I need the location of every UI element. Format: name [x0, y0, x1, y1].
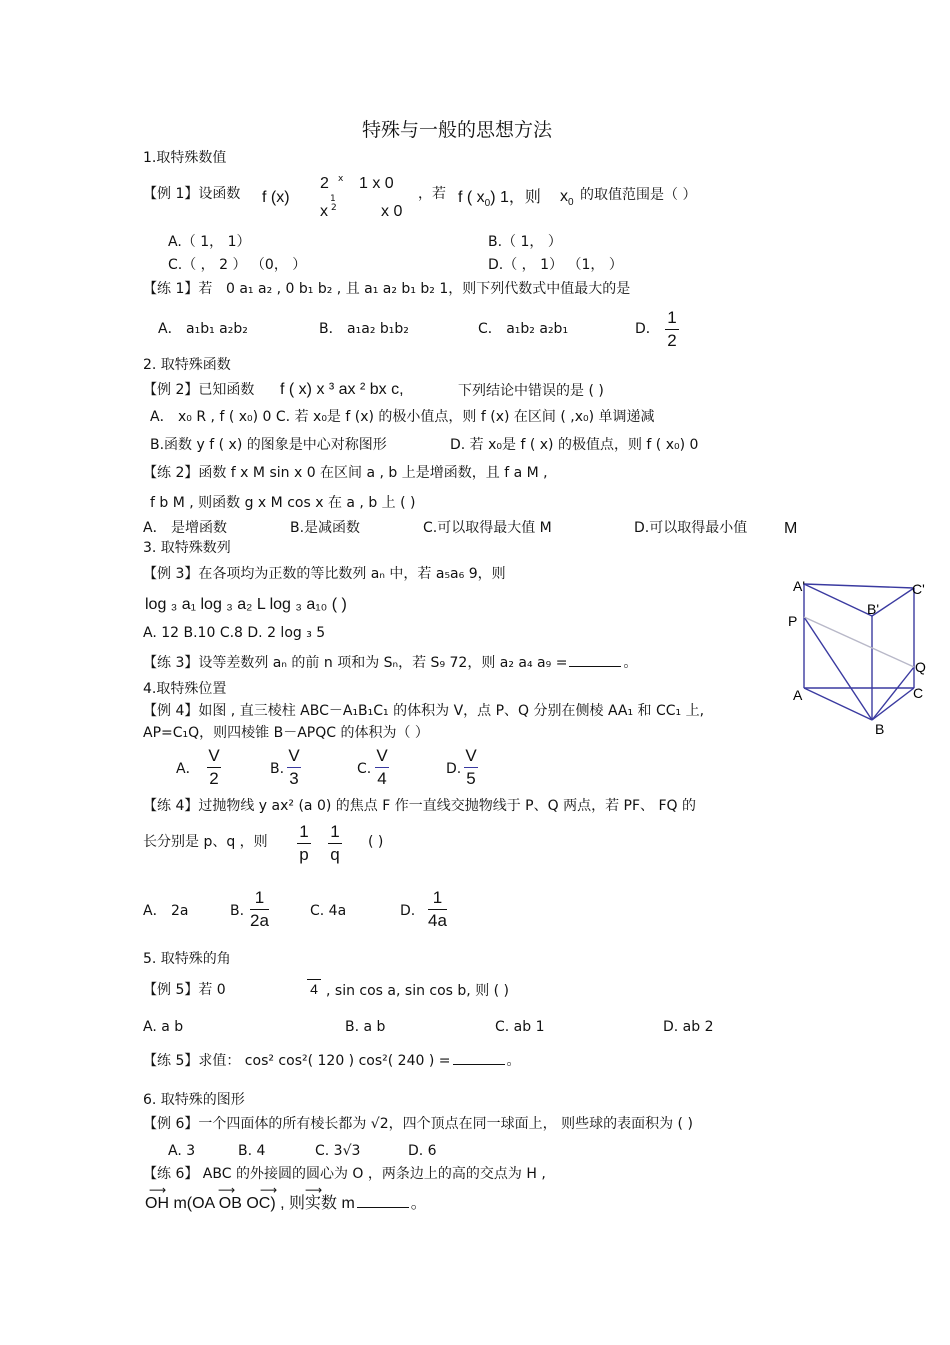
- practice-2-option-b: B.是减函数: [290, 520, 361, 536]
- section-heading-5: 5. 取特殊的角: [143, 951, 231, 967]
- practice-3-answer-blank[interactable]: [569, 666, 621, 667]
- example-1-option-d: D.（ ， 1） （1， ）: [488, 257, 623, 273]
- piecewise-top-base: 2: [320, 175, 329, 192]
- example-1-x0: $x_0$: [560, 188, 574, 208]
- piecewise-bottom-exp: 2: [331, 203, 337, 213]
- example-5-option-d: D. ab 2: [663, 1019, 714, 1035]
- practice-4-line-1: 【练 4】过抛物线 y ax² (a 0) 的焦点 F 作一直线交抛物线于 P、Q 两点，若 PF、 FQ 的: [143, 798, 697, 814]
- example-1-option-c: C.（ ， 2 ） （0， ）: [168, 257, 307, 273]
- practice-4-paren: ( ): [368, 834, 384, 850]
- example-4-option-a: A．: [176, 761, 200, 777]
- label-a1: A': [793, 578, 806, 594]
- practice-4-option-c: C. 4a: [310, 903, 347, 919]
- example-6-line: 【例 6】一个四面体的所有棱长都为 √2，四个顶点在同一球面上， 则些球的表面积为 ( ): [143, 1116, 693, 1132]
- edge-a1-b1: [804, 584, 872, 616]
- example-2-option-b: B.函数 y f ( x) 的图象是中心对称图形: [150, 437, 387, 453]
- example-3-line-1: 【例 3】在各项均为正数的等比数列 aₙ 中，若 a₅a₆ 9，则: [143, 566, 506, 582]
- example-3-options: A. 12 B.10 C.8 D. 2 log ₃ 5: [143, 625, 326, 641]
- practice-4-fraction-q: 1 q: [328, 822, 342, 865]
- label-b1: B': [867, 601, 880, 617]
- label-q: Q: [915, 659, 926, 675]
- piecewise-half-numerator: 1: [330, 194, 336, 204]
- example-5-option-b: B. a b: [345, 1019, 386, 1035]
- label-p: P: [788, 613, 798, 629]
- example-5-option-a: A. a b: [143, 1019, 184, 1035]
- practice-1-option-d-fraction: 1 2: [665, 308, 679, 351]
- vector-arrow-oa: ⟶: [218, 1183, 236, 1197]
- practice-2-line-1: 【练 2】函数 f x M sin x 0 在区间 a , b 上是增函数，且 f a M ,: [143, 465, 548, 481]
- practice-6-line-1: 【练 6】 ABC 的外接圆的圆心为 O ，两条边上的高的交点为 H ,: [143, 1166, 546, 1182]
- practice-4-line-2: 长分别是 p、q ，则: [143, 834, 268, 850]
- practice-4-option-d-fraction: 1 4a: [428, 888, 447, 930]
- practice-1-condition: 0 a₁ a₂ , 0 b₁ b₂ , 且 a₁ a₂ b₁ b₂ 1，则下列代数式中值最大的是: [226, 281, 631, 297]
- vector-arrow-oh: ⟶: [149, 1183, 167, 1197]
- practice-4-option-a: A． 2a: [143, 903, 189, 919]
- example-6-option-c: C. 3√3: [315, 1143, 361, 1159]
- practice-2-line-2: f b M , 则函数 g x M cos x 在 a , b 上 ( ): [150, 495, 416, 511]
- example-5-angle-fraction: 4: [307, 978, 321, 997]
- example-6-option-b: B. 4: [238, 1143, 266, 1159]
- vector-arrow-ob: ⟶: [260, 1183, 278, 1197]
- practice-6-line-2: OH m(OA OB OC) , 则实数 m 。: [145, 1195, 427, 1212]
- practice-2-option-a: A． 是增函数: [143, 520, 228, 536]
- piecewise-bottom-condition: x 0: [381, 203, 403, 220]
- vector-arrow-oc: ⟶: [305, 1183, 323, 1197]
- practice-1-option-d: D．: [635, 321, 660, 337]
- practice-1-option-c: C． a₁b₂ a₂b₁: [478, 321, 569, 337]
- label-a: A: [793, 687, 803, 703]
- example-6-option-a: A. 3: [168, 1143, 196, 1159]
- example-1-option-a: A.（ 1， 1）: [168, 234, 251, 250]
- example-2-options-a-c: A． x₀ R , f ( x₀) 0 C. 若 x₀是 f (x) 的极小值点，则 f (x) 在区间 ( ,x₀) 单调递减: [150, 409, 655, 425]
- example-1-label: 【例 1】设函数: [143, 186, 241, 202]
- section-heading-4: 4.取特殊位置: [143, 681, 227, 697]
- label-c: C: [913, 685, 924, 701]
- piecewise-top-exp: x: [338, 174, 344, 184]
- practice-4-fraction-p: 1 p: [297, 822, 311, 865]
- example-1-option-b: B.（ 1， ）: [488, 234, 562, 250]
- example-5-label: 【例 5】若 0: [143, 982, 226, 998]
- example-2-option-d: D. 若 x₀是 f ( x) 的极值点，则 f ( x₀) 0: [450, 437, 699, 453]
- practice-2-option-d-value: M: [784, 520, 798, 537]
- practice-5-answer-blank[interactable]: [453, 1064, 505, 1065]
- edge-a1-c1: [804, 584, 914, 588]
- practice-1-label: 【练 1】若: [143, 281, 213, 297]
- example-4-option-c-fraction: V 4: [376, 746, 388, 788]
- label-c1: C': [912, 581, 925, 597]
- section-heading-6: 6. 取特殊的图形: [143, 1092, 245, 1108]
- example-5-condition: , sin cos a, sin cos b, 则 ( ): [326, 983, 510, 999]
- label-b: B: [875, 721, 885, 737]
- example-6-option-d: D. 6: [408, 1143, 437, 1159]
- practice-6-answer-blank[interactable]: [357, 1207, 409, 1208]
- practice-4-option-b-fraction: 1 2a: [250, 888, 269, 930]
- example-1-fx: f (x): [262, 189, 290, 206]
- example-1-question: 的取值范围是（ ）: [580, 187, 697, 203]
- practice-1-option-a: A． a₁b₁ a₂b₂: [158, 321, 248, 337]
- practice-2-option-d: D.可以取得最小值: [634, 520, 748, 536]
- example-4-option-d-fraction: V 5: [465, 746, 477, 788]
- practice-2-option-c: C.可以取得最大值 M: [423, 520, 552, 536]
- practice-1-option-b: B． a₁a₂ b₁b₂: [319, 321, 409, 337]
- example-4-option-b: B.: [270, 761, 285, 777]
- piecewise-top-condition: 1 x 0: [359, 175, 394, 192]
- example-2-function: f ( x) x ³ ax ² bx c,: [280, 381, 404, 398]
- example-4-option-d: D.: [446, 761, 462, 777]
- practice-4-option-b: B.: [230, 903, 245, 919]
- example-2-label: 【例 2】已知函数: [143, 382, 255, 398]
- practice-3-line: 【练 3】设等差数列 aₙ 的前 n 项和为 Sₙ，若 S₉ 72，则 a₂ a₄ a₉ = 。: [143, 655, 638, 671]
- section-heading-1: 1.取特殊数值: [143, 150, 227, 166]
- example-1-fx0: f ( $x_0$) 1，则: [458, 189, 541, 209]
- example-2-question: 下列结论中错误的是 ( ): [458, 383, 604, 399]
- section-heading-3: 3. 取特殊数列: [143, 540, 231, 556]
- prism-figure: [784, 570, 934, 745]
- example-4-option-a-fraction: V 2: [208, 746, 220, 788]
- example-1-condition: ，若: [418, 186, 446, 202]
- example-4-line-2: AP=C₁Q，则四棱锥 B－APQC 的体积为（ ）: [143, 725, 429, 741]
- example-4-line-1: 【例 4】如图 , 直三棱柱 ABC－A₁B₁C₁ 的体积为 V，点 P、Q 分别在侧棱 AA₁ 和 CC₁ 上,: [143, 703, 705, 719]
- example-3-line-2: log ₃ a₁ log ₃ a₂ L log ₃ a₁₀ ( ): [145, 596, 347, 613]
- example-4-option-c: C.: [357, 761, 372, 777]
- practice-5-line: 【练 5】求值： cos² cos²( 120 ) cos²( 240 ) = 。: [143, 1053, 521, 1069]
- piecewise-bottom-base: x: [320, 203, 328, 220]
- practice-4-option-d: D.: [400, 903, 416, 919]
- example-5-option-c: C. ab 1: [495, 1019, 545, 1035]
- section-heading-2: 2. 取特殊函数: [143, 357, 231, 373]
- example-4-option-b-fraction: V 3: [288, 746, 300, 788]
- page-title: 特殊与一般的思想方法: [362, 119, 553, 141]
